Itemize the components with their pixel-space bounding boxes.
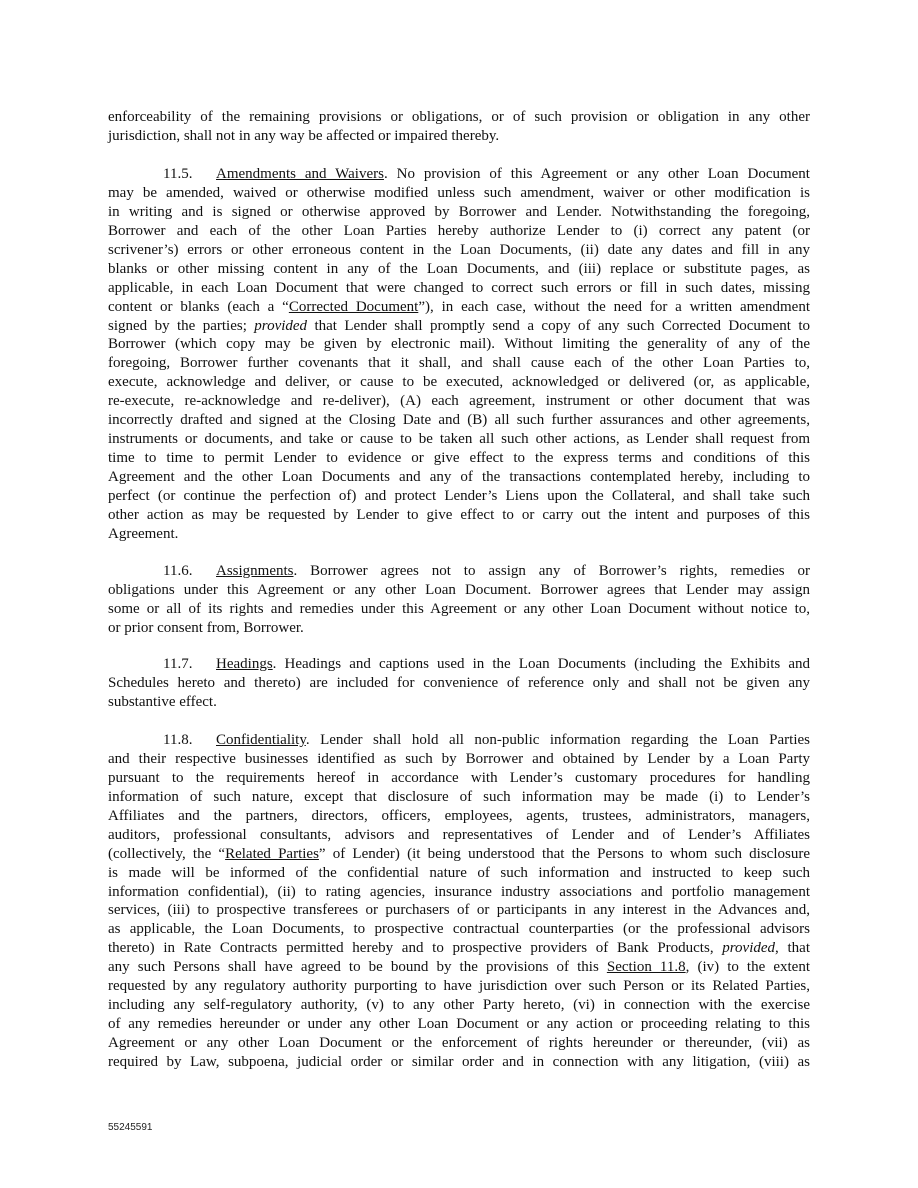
line-text: re-execute, re-acknowledge and re-deliver), (A) each agreement, instrument or other document that was bbox=[108, 393, 810, 410]
text-line bbox=[108, 127, 810, 146]
section-11-8 bbox=[108, 731, 810, 1072]
line-text: services, (iii) to prospective transferees or purchasers of or participants in any interest in the Advances and, bbox=[108, 902, 810, 919]
line-text: of any remedies hereunder or under any other Loan Document or any action or proceeding relating to this bbox=[108, 1016, 810, 1033]
line-text: requested by any regulatory authority purporting to have jurisdiction over such Person or its Related Parties, bbox=[108, 978, 810, 995]
text-line bbox=[108, 468, 810, 487]
section-number: 11.7. bbox=[163, 656, 193, 672]
text-line bbox=[108, 562, 810, 581]
text-line bbox=[108, 883, 810, 902]
line-text: pursuant to the requirements hereof in accordance with Lender’s customary procedures for handling bbox=[108, 769, 810, 786]
section-heading: Confidentiality bbox=[216, 732, 306, 748]
text-line bbox=[108, 373, 810, 392]
text-line bbox=[108, 958, 810, 977]
text-line bbox=[108, 845, 810, 864]
line-text: information of such nature, except that disclosure of such information may be made (i) to Lender’s bbox=[108, 788, 810, 805]
document-id-footer: 55245591 bbox=[108, 1122, 153, 1133]
text-line bbox=[108, 977, 810, 996]
line-text: including any self-regulatory authority, (v) to any other Party hereto, (vi) in connection with the exercise bbox=[108, 997, 810, 1014]
text-line bbox=[108, 279, 810, 298]
text-line bbox=[108, 525, 810, 544]
line-text: Agreement or any other Loan Document or the enforcement of rights hereunder or thereunder, (vii) as bbox=[108, 1035, 810, 1051]
line-text: Borrower (which copy may be given by electronic mail). Without limiting the generality of any of the bbox=[108, 336, 810, 353]
section-heading: Assignments bbox=[216, 563, 294, 579]
text-line bbox=[108, 655, 810, 674]
text-line bbox=[108, 392, 810, 411]
line-text: thereto) in Rate Contracts permitted hereby and to prospective providers of Bank Products, bbox=[108, 940, 723, 957]
line-text: obligations under this Agreement or any other Loan Document. Borrower agrees that Lender may assign bbox=[108, 581, 810, 598]
defined-term: Related Parties bbox=[225, 845, 319, 862]
section-heading: Amendments and Waivers bbox=[216, 166, 384, 182]
section-number: 11.8. bbox=[163, 732, 193, 748]
defined-term: Corrected Document bbox=[288, 298, 419, 315]
text-line bbox=[108, 901, 810, 920]
text-line bbox=[108, 674, 810, 693]
line-text: that Lender shall promptly send a copy of any such Corrected Document to bbox=[307, 317, 810, 334]
line-text: , (iv) to the extent bbox=[685, 959, 810, 976]
line-text: required by Law, subpoena, judicial order or similar order and in connection with any litigation, (viii) as bbox=[108, 1053, 810, 1070]
text-line bbox=[108, 581, 810, 600]
line-text: as applicable, the Loan Documents, to prospective contractual counterparties (or the professional advisors bbox=[108, 921, 810, 938]
section-number: 11.6. bbox=[163, 563, 193, 579]
text-line bbox=[108, 788, 810, 807]
emphasis-text: provided bbox=[254, 317, 308, 334]
text-line bbox=[108, 108, 810, 127]
text-line bbox=[108, 826, 810, 845]
text-line bbox=[108, 506, 810, 525]
line-text: Agreement. bbox=[108, 525, 179, 542]
text-line bbox=[108, 203, 810, 222]
text-line bbox=[108, 1034, 810, 1053]
text-line bbox=[108, 335, 810, 354]
line-text: perfect (or continue the perfection of) and protect Lender’s Liens upon the Collateral, and shall take such bbox=[108, 487, 810, 504]
line-text: (collectively, the “ bbox=[108, 845, 226, 862]
section-11-7 bbox=[108, 655, 810, 712]
text-line bbox=[108, 184, 810, 203]
text-line bbox=[108, 769, 810, 788]
text-line bbox=[108, 939, 810, 958]
line-text: ” of Lender) (it being understood that the Persons to whom such disclosure bbox=[318, 845, 811, 862]
line-text: information confidential), (ii) to rating agencies, insurance industry associations and portfolio management bbox=[108, 883, 810, 900]
line-text: execute, acknowledge and deliver, or cause to be executed, acknowledged or delivered (or, as applicable, bbox=[108, 374, 810, 391]
line-text: Affiliates and the partners, directors, officers, employees, agents, trustees, administrators, managers, bbox=[108, 807, 810, 824]
line-text: . No provision of this Agreement or any other Loan Document bbox=[383, 166, 810, 182]
text-line bbox=[108, 317, 810, 336]
line-text: signed by the parties; bbox=[108, 317, 255, 334]
line-text: any such Persons shall have agreed to be bound by the provisions of this bbox=[108, 959, 607, 976]
line-text: and their respective businesses identified as such by Borrower and obtained by Lender by a Loan Party bbox=[108, 750, 810, 767]
text-line bbox=[108, 619, 810, 638]
line-text: . Headings and captions used in the Loan Documents (including the Exhibits and bbox=[272, 656, 810, 672]
line-text: incorrectly drafted and signed at the Closing Date and (B) all such further assurances and other agreements, bbox=[108, 412, 810, 429]
line-text: in writing and is signed or otherwise approved by Borrower and Lender. Notwithstanding the foregoing, bbox=[108, 203, 810, 220]
line-text: Agreement and the other Loan Documents and any of the transactions contemplated hereby, including to bbox=[108, 469, 810, 485]
line-text: some or all of its rights and remedies under this Agreement or any other Loan Document without notice to, bbox=[108, 600, 810, 617]
text-line bbox=[108, 354, 810, 373]
line-text: . Borrower agrees not to assign any of Borrower’s rights, remedies or bbox=[293, 563, 810, 579]
paragraph-continuation bbox=[108, 108, 810, 146]
line-text: or prior consent from, Borrower. bbox=[108, 619, 304, 636]
text-line bbox=[108, 920, 810, 939]
text-line bbox=[108, 298, 810, 317]
section-number: 11.5. bbox=[163, 166, 193, 182]
line-text: Schedules hereto and thereto) are included for convenience of reference only and shall not be given any bbox=[108, 674, 810, 691]
text-line bbox=[108, 411, 810, 430]
section-heading: Headings bbox=[216, 656, 273, 672]
line-text: enforceability of the remaining provisions or obligations, or of such provision or obligation in any other bbox=[108, 109, 810, 125]
section-11-6 bbox=[108, 562, 810, 638]
text-line bbox=[108, 165, 810, 184]
text-line bbox=[108, 222, 810, 241]
line-text: . Lender shall hold all non-public information regarding the Loan Parties bbox=[305, 732, 810, 748]
text-line bbox=[108, 731, 810, 750]
line-text: Borrower and each of the other Loan Parties hereby authorize Lender to (i) correct any patent (or bbox=[108, 222, 810, 239]
text-line bbox=[108, 864, 810, 883]
section-11-5 bbox=[108, 165, 810, 544]
line-text: ”), in each case, without the need for a written amendment bbox=[418, 298, 810, 315]
line-text: foregoing, Borrower further covenants that it shall, and shall cause each of the other Loan Parties to, bbox=[108, 355, 810, 372]
text-line bbox=[108, 241, 810, 260]
line-text: auditors, professional consultants, advisors and representatives of Lender and of Lender’s Affiliates bbox=[108, 826, 810, 843]
text-line bbox=[108, 693, 810, 712]
defined-term: Section 11.8 bbox=[606, 959, 686, 976]
line-text: substantive effect. bbox=[108, 693, 217, 710]
text-line bbox=[108, 750, 810, 769]
text-line bbox=[108, 807, 810, 826]
text-line bbox=[108, 600, 810, 619]
text-line bbox=[108, 430, 810, 449]
line-text: may be amended, waived or otherwise modified unless such amendment, waiver or other modification is bbox=[108, 184, 810, 201]
line-text: applicable, in each Loan Document that were changed to correct such errors or fill in such dates, missing bbox=[108, 279, 810, 296]
line-text: blanks or other missing content in any of the Loan Documents, and (iii) replace or substitute pages, as bbox=[108, 260, 810, 277]
text-line bbox=[108, 260, 810, 279]
line-text: , that bbox=[775, 940, 810, 957]
line-text: scrivener’s) errors or other erroneous content in the Loan Documents, (ii) date any dates and fill in any bbox=[108, 241, 810, 258]
line-text: is made will be informed of the confidential nature of such information and instructed to keep such bbox=[108, 864, 810, 881]
line-text: content or blanks (each a “ bbox=[108, 298, 289, 315]
emphasis-text: provided bbox=[722, 940, 776, 957]
text-line bbox=[108, 487, 810, 506]
text-line bbox=[108, 996, 810, 1015]
line-text: jurisdiction, shall not in any way be affected or impaired thereby. bbox=[108, 127, 500, 144]
text-line bbox=[108, 1015, 810, 1034]
text-line bbox=[108, 1053, 810, 1072]
line-text: instruments or documents, and take or cause to be taken all such other actions, as Lender shall request from bbox=[108, 431, 810, 448]
line-text: other action as may be requested by Lender to give effect to or carry out the intent and purposes of this bbox=[108, 506, 810, 523]
line-text: time to time to permit Lender to evidence or give effect to the express terms and conditions of this bbox=[108, 450, 810, 467]
text-line bbox=[108, 449, 810, 468]
